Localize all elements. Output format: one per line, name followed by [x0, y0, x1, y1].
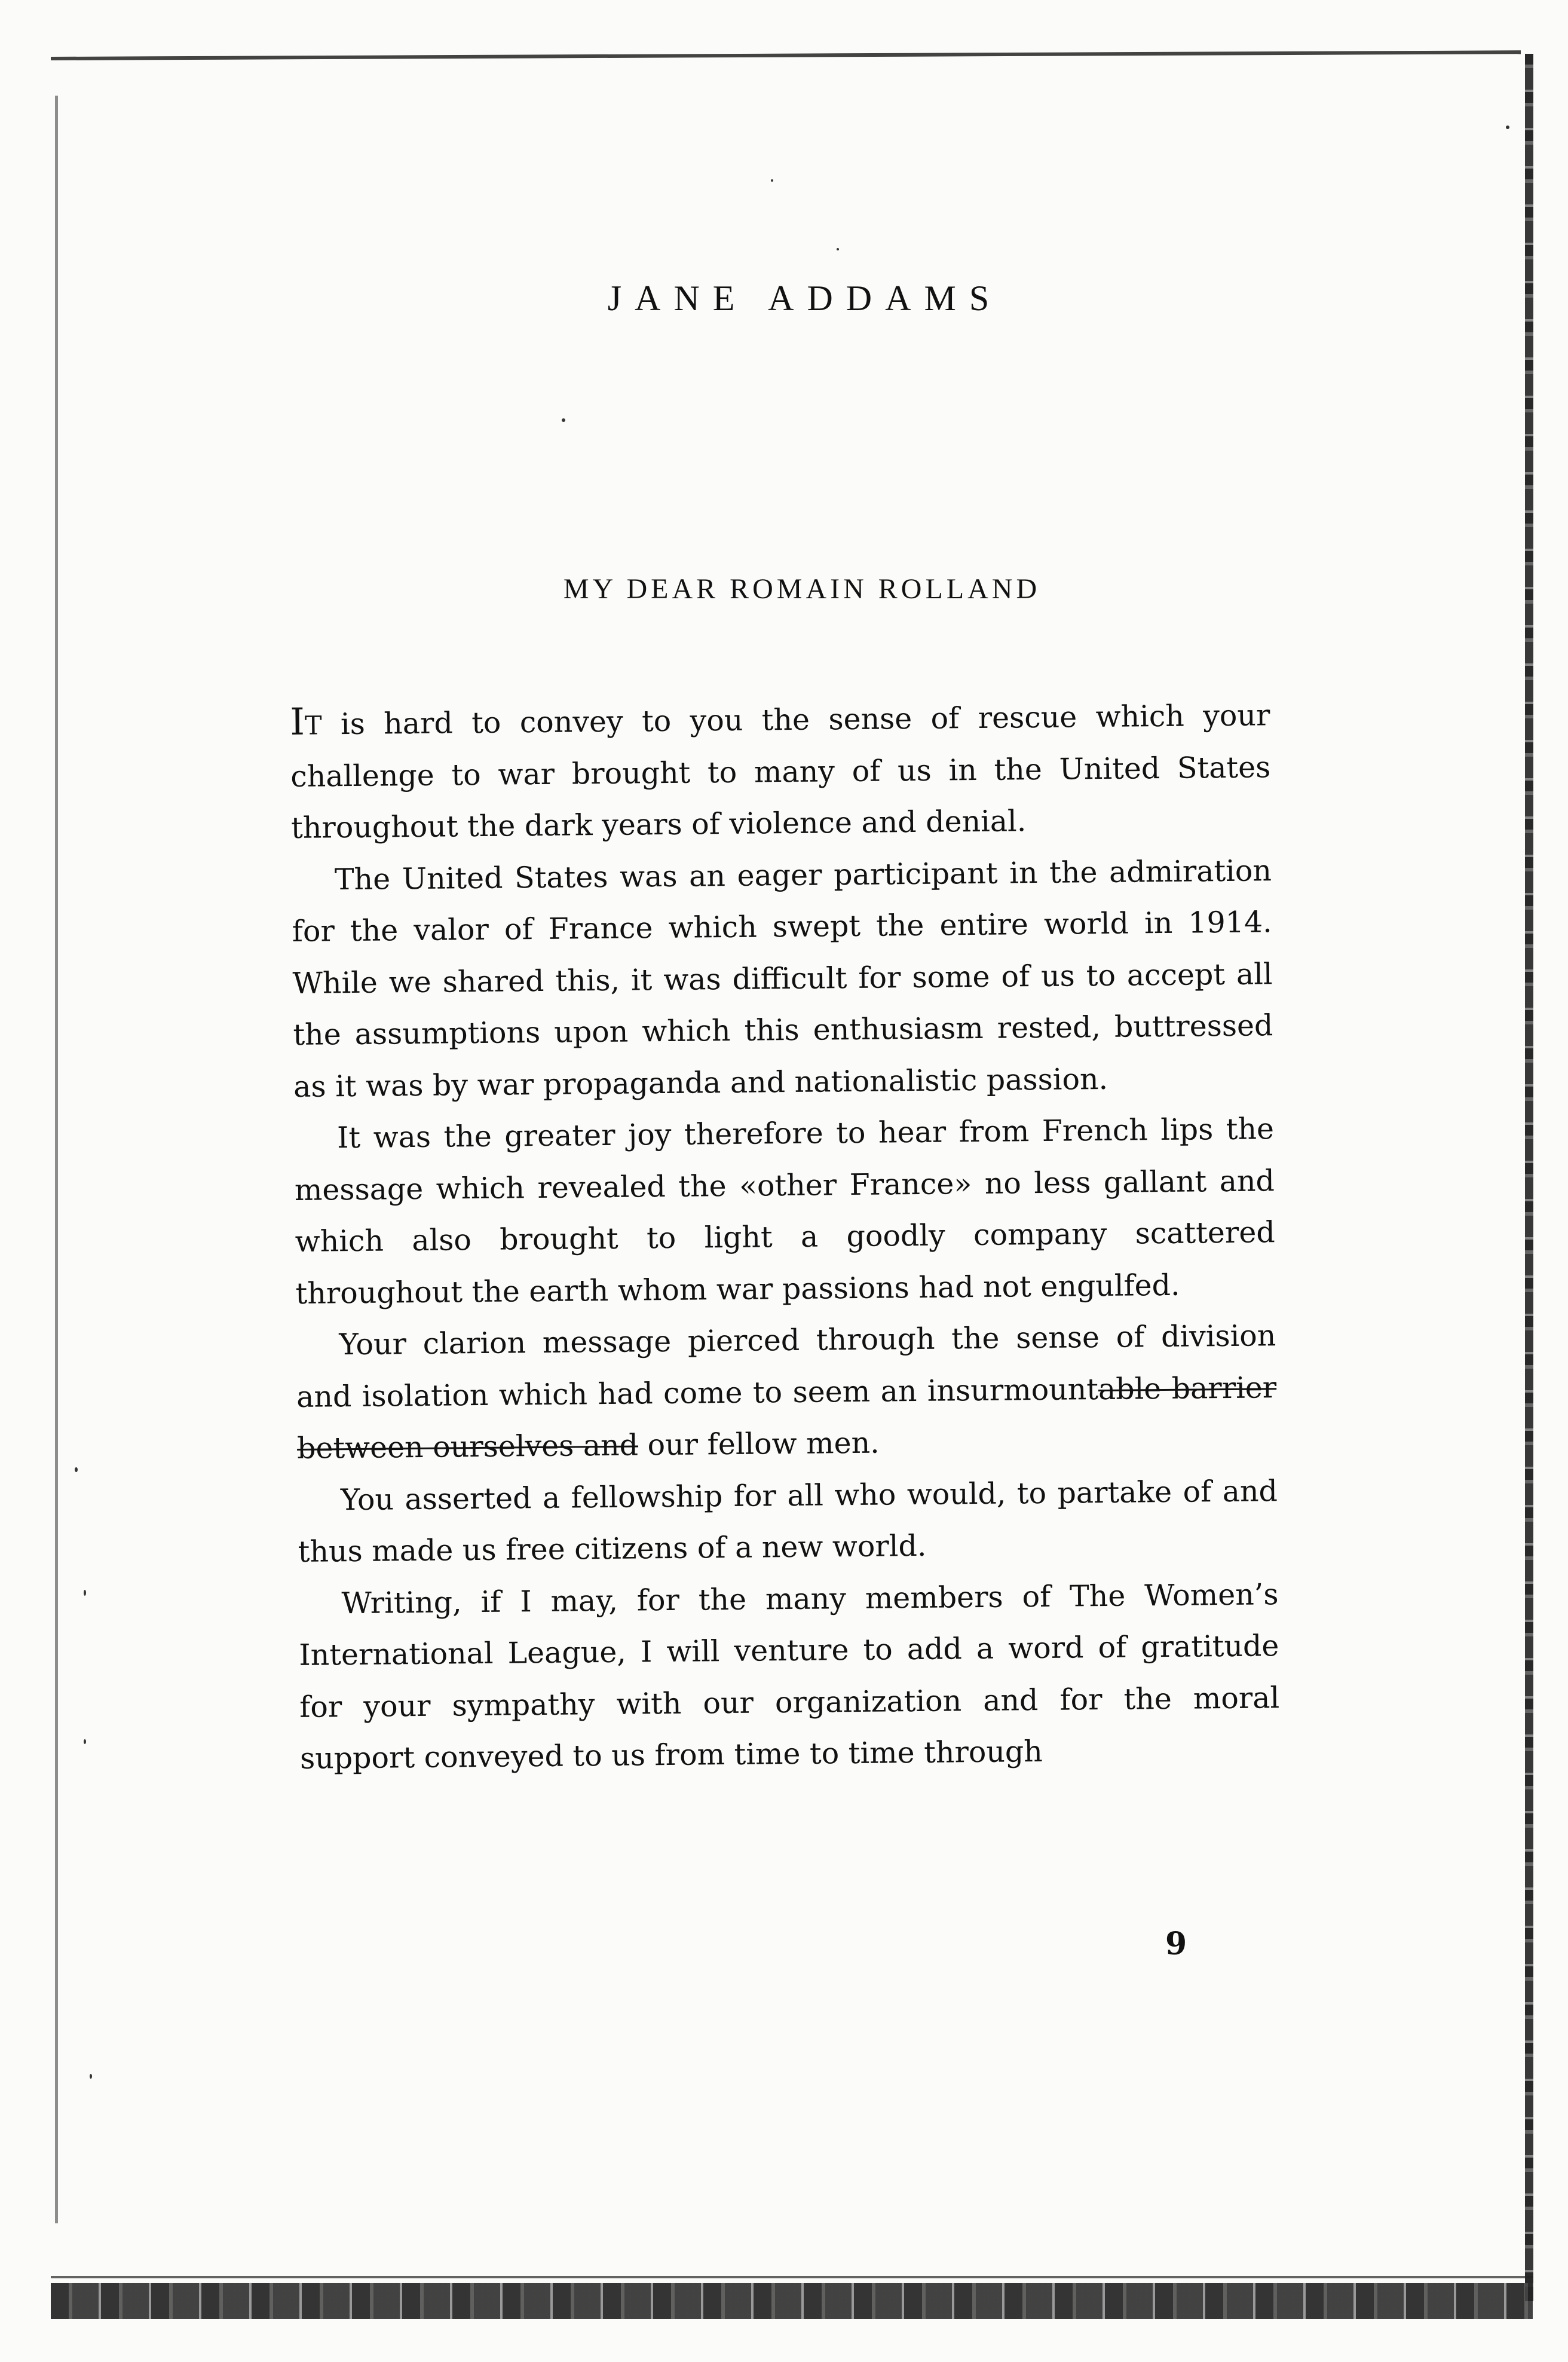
scan-speck	[90, 2074, 92, 2079]
scan-speck	[562, 418, 565, 422]
paragraph	[296, 1310, 1277, 1474]
scan-speck	[771, 179, 773, 182]
paragraph	[290, 687, 1271, 854]
scan-border-top	[51, 50, 1521, 60]
scan-speck	[84, 1739, 86, 1744]
scan-border-right	[1525, 54, 1533, 2301]
scan-border-left	[55, 96, 58, 2223]
scan-speck	[837, 248, 839, 250]
letter-heading: MY DEAR ROMAIN ROLLAND	[563, 573, 1041, 605]
page-number: 9	[1165, 1926, 1187, 1962]
opening-word: It	[290, 699, 322, 744]
scan-border-bottom	[51, 2283, 1533, 2319]
running-head: JANE ADDAMS	[607, 279, 1003, 318]
letter-body	[290, 687, 1280, 1785]
paragraph-text: is hard to convey to you the sense of rescue which your challenge to war brought to many of us in the United States throughout the dark years of violence and denial.	[290, 698, 1271, 845]
paragraph: The United States was an eager participant in the admiration for the valor of France which swept the entire world in 1914. While we shared this, it was difficult for some of us to accept all the assumptions upon which this enthusiasm rested, buttressed as it was by war propaganda and nationalistic passion.	[292, 853, 1273, 1104]
struck-through-text: able barrier between ourselves and	[296, 1370, 1277, 1465]
paragraph-text: Your clarion message pierced through the sense of division and isolation which had come to seem an insurmount	[296, 1318, 1276, 1414]
paragraph: Writing, if I may, for the many members of The Women’s International League, I will venture to add a word of gratitude for your sympathy with our organization and for the moral support conveyed to us from time to time through	[299, 1577, 1280, 1776]
scan-border-bottom-line	[51, 2276, 1533, 2278]
paragraph-text: our fellow men.	[638, 1425, 880, 1463]
paragraph: You asserted a fellowship for all who would, to partake of and thus made us free citizens of a new world.	[298, 1473, 1278, 1569]
paragraph: It was the greater joy therefore to hear from French lips the message which revealed the «other France» no less gallant and which also brought to light a goodly company scattered throughout the earth whom war passions had not engulfed.	[294, 1112, 1275, 1311]
scan-speck	[84, 1590, 86, 1596]
scan-speck	[75, 1467, 78, 1472]
scan-speck	[1506, 126, 1509, 129]
